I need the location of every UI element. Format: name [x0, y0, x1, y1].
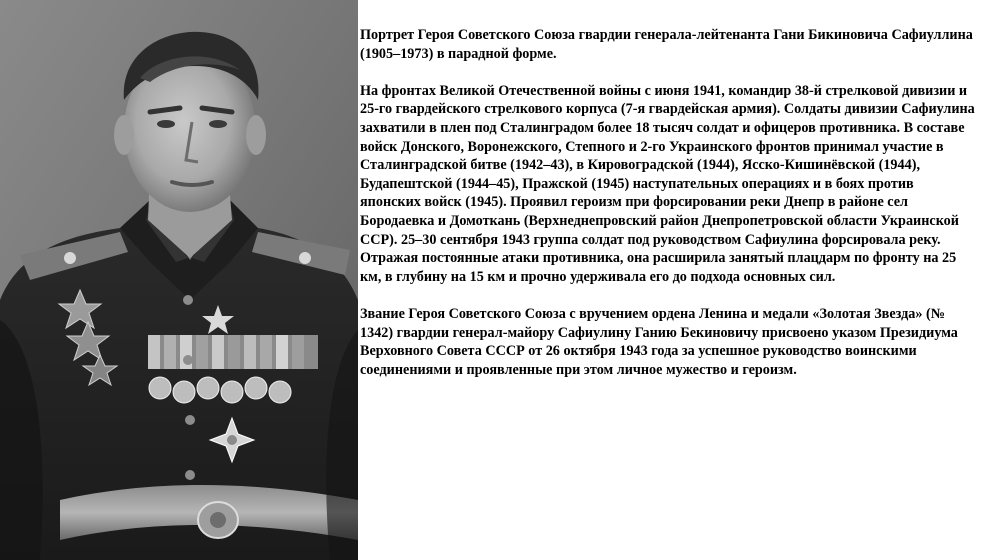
portrait-illustration: [0, 0, 358, 560]
article-text: [360, 26, 976, 398]
portrait-caption: Портрет Героя Советского Союза гвардии генерала-лейтенанта Гани Бикиновича Сафиуллина (1905–1973) в парадной форме.: [360, 27, 973, 62]
award-paragraph: Звание Героя Советского Союза с вручением ордена Ленина и медали «Золотая Звезда» (№ 1342) гвардии генерал-майору Сафиулину Ганию Бекиновичу присвоено указом Президиума Верховного Совета СССР от 26 октября 1943 года за успешное руководство воинскими соединениями и проявленные при этом личное мужество и героизм.: [360, 305, 958, 378]
ribbon-bars: [148, 335, 318, 369]
biography-paragraph: На фронтах Великой Отечественной войны с июня 1941, командир 38-й стрелковой дивизии и 25-го гвардейского стрелкового корпуса (7-я гвардейская армия). Солдаты дивизии Сафиулина захватили в плен под Сталинградом более 18 тысяч солдат и офицеров противника. В составе войск Донского, Воронежского, Степного и 2-го Украинского фронтов принимал участие в Сталинградской битве (1942–43), в Кировоградской (1944), Ясско-Кишинёвской (1944), Будапештской (1944–45), Пражской (1945) наступательных операциях и в боях против японских войск (1945). Проявил героизм при форсировании реки Днепр в районе сел Бородаевка и Домоткань (Верхнеднепровский район Днепропетровской области Украинской ССР). 25–30 сентября 1943 группа солдат под руководством Сафиулина форсировала реку. Отражая постоянные атаки противника, она расширила занятый плацдарм по фронту на 25 км, в глубину на 15 км и прочно удерживала его до подхода основных сил.: [360, 82, 975, 285]
portrait-photo: [0, 0, 358, 560]
